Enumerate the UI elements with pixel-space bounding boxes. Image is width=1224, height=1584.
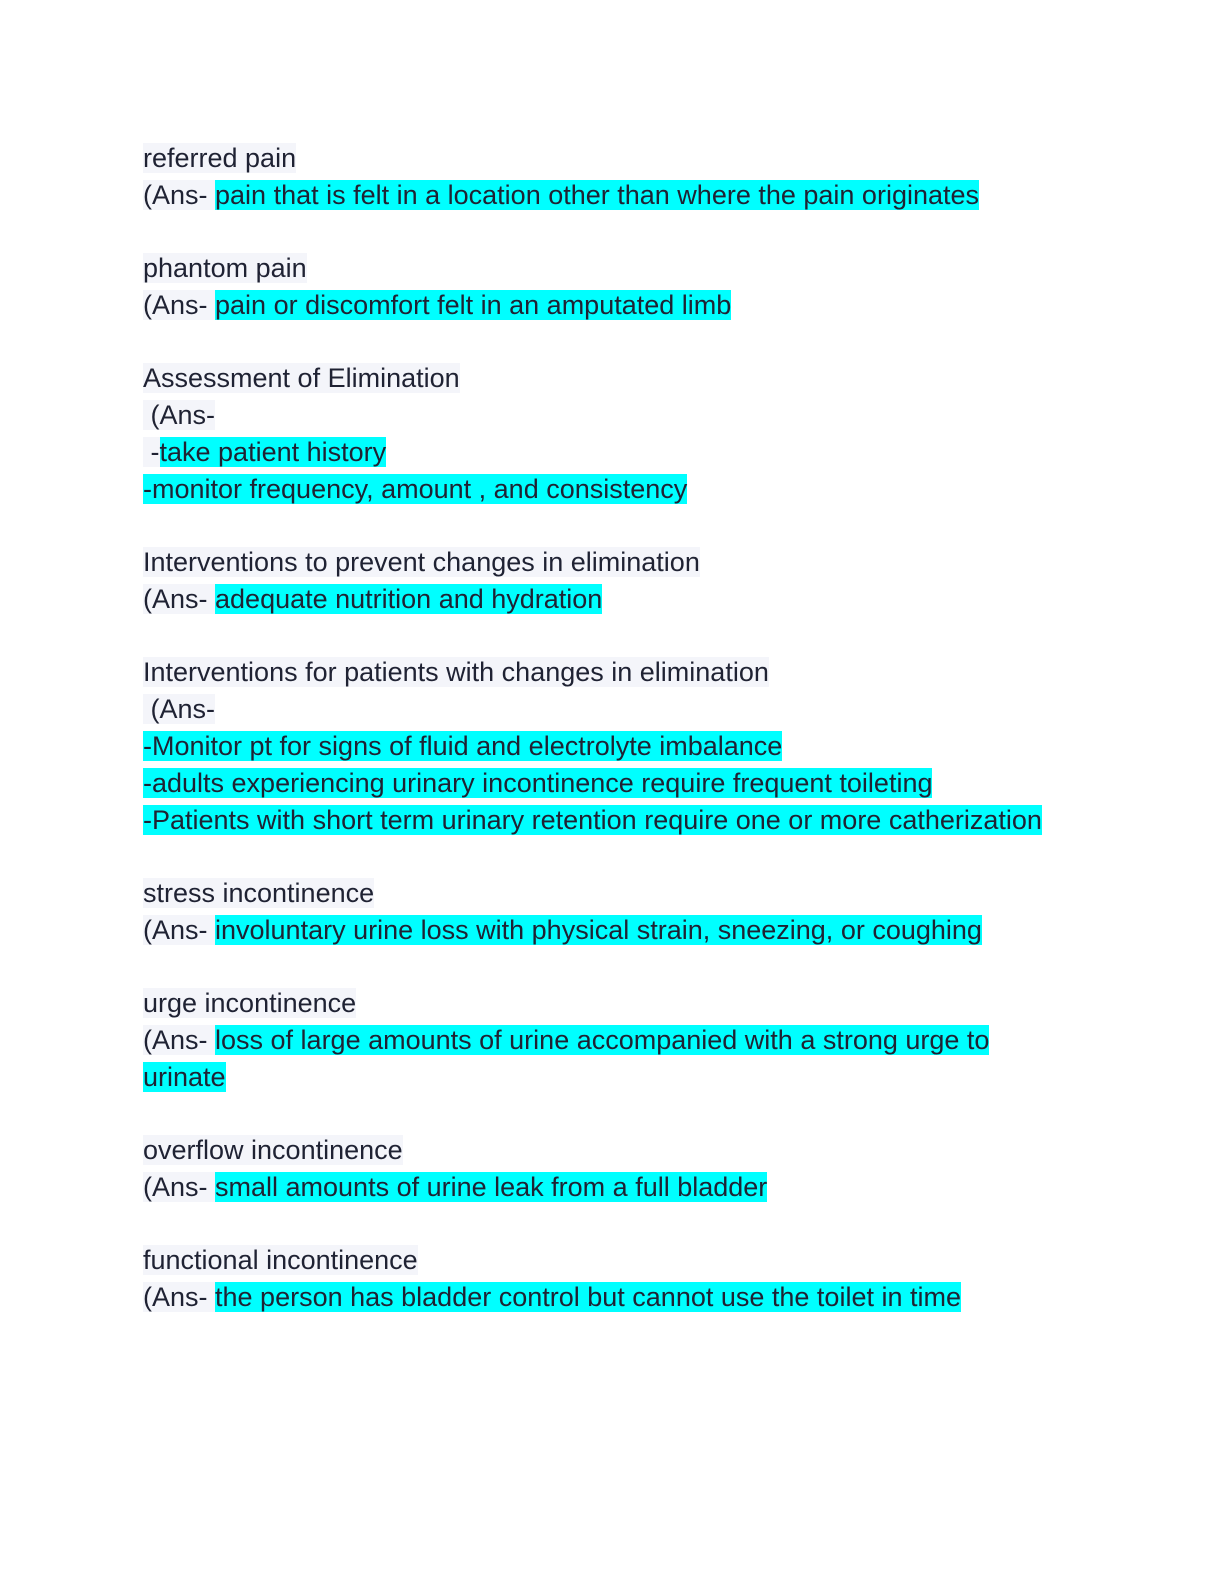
- entry-term: phantom pain: [143, 253, 307, 283]
- entry-answer: [143, 397, 1103, 434]
- ans-prefix: (Ans-: [143, 915, 216, 945]
- highlighted-answer: pain that is felt in a location other than where the pain originates: [215, 180, 980, 210]
- highlighted-answer: the person has bladder control but cannot use the toilet in time: [215, 1282, 961, 1312]
- highlighted-answer: small amounts of urine leak from a full bladder: [215, 1172, 768, 1202]
- ans-prefix: (Ans-: [143, 180, 216, 210]
- entry-answer: [143, 1279, 1103, 1316]
- entry-answer: [143, 287, 1103, 324]
- entry-term: functional incontinence: [143, 1245, 418, 1275]
- document-page: [143, 140, 1103, 1316]
- entry-answer: [143, 177, 1103, 214]
- answer-line: [143, 471, 1103, 508]
- ans-prefix: (Ans-: [143, 1025, 216, 1055]
- highlighted-answer: take patient history: [159, 437, 387, 467]
- entry-term: Interventions for patients with changes in elimination: [143, 657, 769, 687]
- entry-term: stress incontinence: [143, 878, 375, 908]
- ans-prefix: (Ans-: [143, 694, 216, 724]
- highlighted-answer: -adults experiencing urinary incontinence require frequent toileting: [143, 768, 933, 798]
- ans-prefix: (Ans-: [143, 584, 216, 614]
- entry-term: referred pain: [143, 143, 297, 173]
- entry-term: urge incontinence: [143, 988, 357, 1018]
- entry-answer: [143, 1022, 1103, 1059]
- answer-line: [143, 728, 1103, 765]
- entry-answer: [143, 912, 1103, 949]
- ans-prefix: (Ans-: [143, 1172, 216, 1202]
- entry-answer: [143, 581, 1103, 618]
- answer-line: [143, 1059, 1103, 1096]
- entry-answer: [143, 1169, 1103, 1206]
- entry-term: overflow incontinence: [143, 1135, 403, 1165]
- highlighted-answer: -monitor frequency, amount , and consistency: [143, 474, 688, 504]
- highlighted-answer: urinate: [143, 1062, 226, 1092]
- answer-line: [143, 802, 1103, 839]
- highlighted-answer: -Patients with short term urinary retention require one or more catherization: [143, 805, 1042, 835]
- highlighted-answer: pain or discomfort felt in an amputated limb: [215, 290, 732, 320]
- highlighted-answer: loss of large amounts of urine accompanied with a strong urge to: [215, 1025, 990, 1055]
- entry-term: Interventions to prevent changes in elimination: [143, 547, 700, 577]
- highlighted-answer: -Monitor pt for signs of fluid and electrolyte imbalance: [143, 731, 783, 761]
- ans-prefix: (Ans-: [143, 400, 216, 430]
- answer-line: -take patient history: [143, 437, 387, 467]
- entry-answer: [143, 691, 1103, 728]
- ans-prefix: (Ans-: [143, 1282, 216, 1312]
- ans-prefix: (Ans-: [143, 290, 216, 320]
- answer-line: [143, 765, 1103, 802]
- highlighted-answer: adequate nutrition and hydration: [215, 584, 603, 614]
- highlighted-answer: involuntary urine loss with physical strain, sneezing, or coughing: [215, 915, 982, 945]
- entry-term: Assessment of Elimination: [143, 363, 460, 393]
